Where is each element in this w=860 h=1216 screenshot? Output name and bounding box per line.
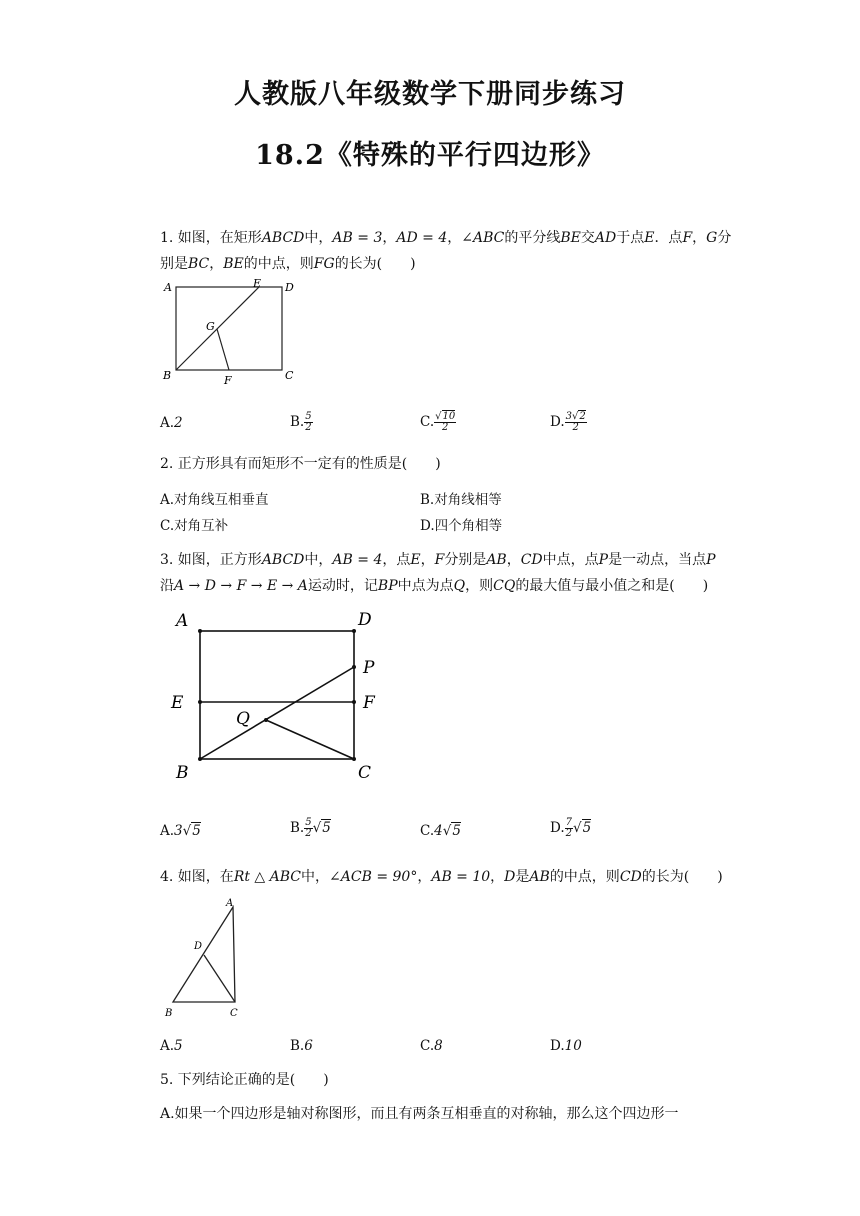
- q3-label-p: P: [363, 658, 375, 678]
- q4-label-c: C: [230, 1008, 238, 1019]
- q4-label-b: B: [165, 1008, 173, 1019]
- q5-option-a[interactable]: A.如果一个四边形是轴对称图形，而且有两条互相垂直的对称轴，那么这个四边形一: [160, 1106, 679, 1122]
- q3-option-a[interactable]: A.3√5: [160, 823, 201, 839]
- q1-option-a[interactable]: A.2: [160, 415, 183, 431]
- q3-option-d[interactable]: D. $\frac{7}{2}$ √5: [550, 817, 592, 839]
- question-4-stem: 4. 如图，在Rt △ ABC中，∠ACB = 90°，AB = 10，D是AB的中点，则CD的长为( ): [160, 869, 723, 885]
- q4-option-b[interactable]: B.6: [290, 1038, 313, 1054]
- q2-option-d[interactable]: D.四个角相等: [420, 518, 503, 534]
- q2-option-b[interactable]: B.对角线相等: [420, 492, 502, 508]
- q4-option-a[interactable]: A.5: [160, 1038, 183, 1054]
- q3-option-c[interactable]: C.4√5: [420, 823, 461, 839]
- q1-label-d: D: [285, 281, 294, 294]
- q1-label-e: E: [253, 278, 262, 290]
- q3-label-f: F: [363, 693, 375, 713]
- question-1-figure: [158, 278, 308, 390]
- q1-label-c: C: [285, 369, 294, 382]
- q1-label-g: G: [206, 320, 215, 333]
- question-4-figure: [160, 895, 260, 1020]
- q4-label-d: D: [194, 941, 203, 952]
- q1-option-c[interactable]: C. $\frac{√10}{2}$: [420, 411, 456, 433]
- q3-label-d: D: [358, 610, 372, 630]
- q1-label-f: F: [224, 374, 232, 387]
- q3-label-e: E: [171, 693, 184, 713]
- q1-option-b[interactable]: B. $\frac{5}{2}$: [290, 411, 312, 433]
- q1-label-a: A: [164, 281, 172, 294]
- page-subtitle: 18.2《特殊的平行四边形》: [255, 140, 605, 171]
- q3-label-b: B: [176, 763, 189, 783]
- q3-label-c: C: [358, 763, 372, 783]
- q4-option-d[interactable]: D.10: [550, 1038, 582, 1054]
- q4-option-c[interactable]: C.8: [420, 1038, 443, 1054]
- q3-option-b[interactable]: B. $\frac{5}{2}$ √5: [290, 817, 331, 839]
- question-2-stem: 2. 正方形具有而矩形不一定有的性质是( ): [160, 456, 441, 472]
- q1-option-d[interactable]: D. $\frac{3√2}{2}$: [550, 411, 586, 433]
- q2-option-c[interactable]: C.对角互补: [160, 518, 229, 534]
- question-1-stem: 1. 如图，在矩形ABCD中，AB = 3，AD = 4，∠ABC的平分线BE交AD于点E．点F，G分 别是BC，BE的中点，则FG的长为( ): [160, 230, 732, 272]
- question-5-stem: 5. 下列结论正确的是( ): [160, 1072, 329, 1088]
- q3-label-a: A: [176, 611, 189, 631]
- page-title: 人教版八年级数学下册同步练习: [234, 79, 626, 110]
- question-3-stem: 3. 如图，正方形ABCD中，AB = 4，点E，F分别是AB，CD中点，点P是一动点，当点P 沿A → D → F → E → A运动时，记BP中点为点Q，则CQ的最大值与最小值之和是( ): [160, 552, 716, 594]
- question-3-figure: [160, 602, 390, 792]
- q4-label-a: A: [226, 898, 234, 909]
- q3-label-q: Q: [236, 709, 250, 729]
- q2-option-a[interactable]: A.对角线互相垂直: [160, 492, 269, 508]
- q1-label-b: B: [163, 369, 172, 382]
